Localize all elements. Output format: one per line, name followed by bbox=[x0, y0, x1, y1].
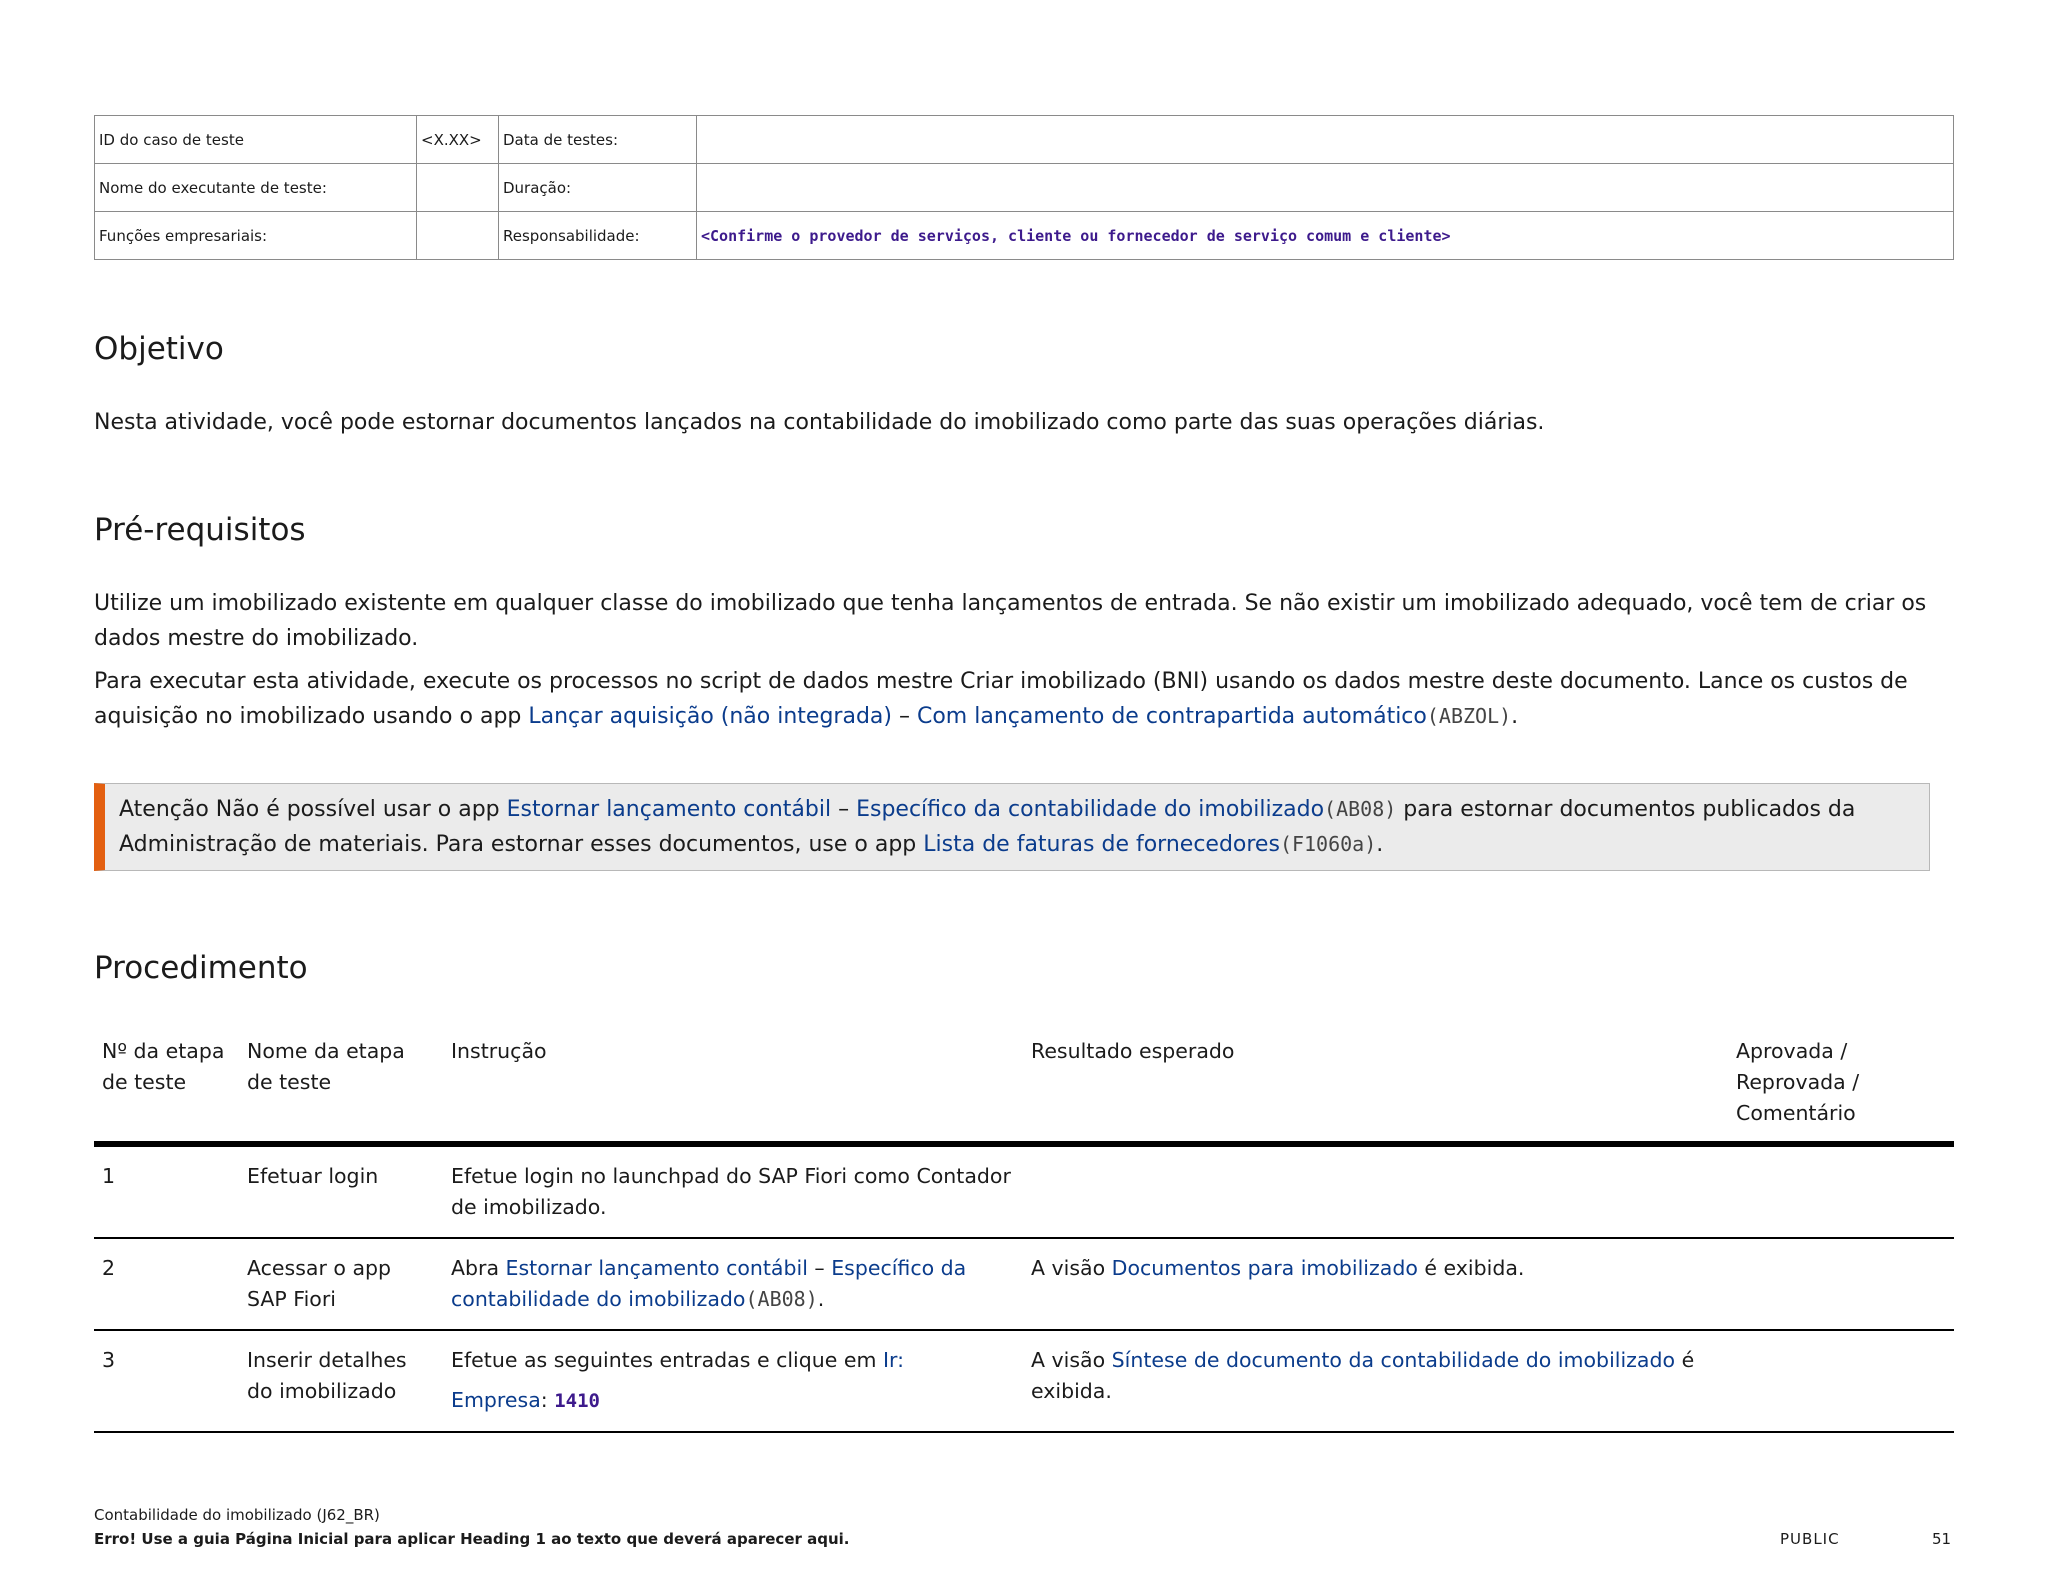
step-number: 2 bbox=[94, 1238, 239, 1330]
app-code: (F1060a) bbox=[1279, 832, 1377, 856]
app-link[interactable]: Lançar aquisição (não integrada) bbox=[528, 704, 892, 729]
column-header: Resultado esperado bbox=[1023, 1030, 1728, 1144]
punctuation: . bbox=[1511, 704, 1519, 729]
app-code: (AB08) bbox=[1324, 797, 1397, 821]
info-row bbox=[95, 164, 1954, 212]
result-text: A visão bbox=[1031, 1348, 1112, 1372]
instruction-text: Efetue as seguintes entradas e clique em bbox=[451, 1348, 883, 1372]
column-header: Aprovada / Reprovada / Comentário bbox=[1728, 1030, 1954, 1144]
section-heading-objetivo: Objetivo bbox=[94, 331, 224, 367]
info-value[interactable]: <X.XX> bbox=[417, 116, 499, 164]
info-row bbox=[95, 116, 1954, 164]
info-label: Data de testes: bbox=[499, 116, 697, 164]
info-label: Funções empresariais: bbox=[95, 212, 417, 260]
info-value[interactable] bbox=[697, 116, 1954, 164]
step-name: Acessar o app SAP Fiori bbox=[239, 1238, 443, 1330]
punctuation: : bbox=[540, 1388, 555, 1412]
section-heading-procedimento: Procedimento bbox=[94, 950, 308, 986]
prerequisitos-paragraph-2 bbox=[94, 664, 1954, 734]
info-label: Nome do executante de teste: bbox=[95, 164, 417, 212]
note-text: para estornar documentos publicados da Administração de materiais. Para estornar esses documentos, use o app bbox=[119, 797, 1856, 857]
column-header: Nome da etapa de teste bbox=[239, 1030, 443, 1144]
app-link[interactable]: Estornar lançamento contábil bbox=[506, 797, 832, 822]
info-value[interactable] bbox=[417, 212, 499, 260]
separator: – bbox=[831, 797, 857, 822]
info-value[interactable]: <Confirme o provedor de serviços, cliente ou fornecedor de serviço comum e cliente> bbox=[697, 212, 1954, 260]
note-text: Atenção Não é possível usar o app bbox=[119, 797, 507, 822]
table-row bbox=[94, 1144, 1954, 1238]
info-value[interactable] bbox=[417, 164, 499, 212]
field-label: Empresa bbox=[451, 1388, 541, 1412]
step-comment[interactable] bbox=[1728, 1330, 1954, 1432]
objetivo-text: Nesta atividade, você pode estornar documentos lançados na contabilidade do imobilizado como parte das suas operações diárias. bbox=[94, 410, 1545, 435]
field-entry bbox=[451, 1385, 1015, 1417]
step-instruction: Efetue login no launchpad do SAP Fiori como Contador de imobilizado. bbox=[443, 1144, 1023, 1238]
info-label: ID do caso de teste bbox=[95, 116, 417, 164]
footer-classification: PUBLIC bbox=[1780, 1530, 1840, 1548]
step-result bbox=[1023, 1330, 1728, 1432]
step-number: 1 bbox=[94, 1144, 239, 1238]
info-value[interactable] bbox=[697, 164, 1954, 212]
step-comment[interactable] bbox=[1728, 1238, 1954, 1330]
punctuation: . bbox=[1376, 832, 1384, 857]
procedure-header-row bbox=[94, 1030, 1954, 1144]
column-header: Instrução bbox=[443, 1030, 1023, 1144]
info-row bbox=[95, 212, 1954, 260]
punctuation: : bbox=[897, 1348, 905, 1372]
app-code: (AB08) bbox=[745, 1287, 818, 1311]
result-text: é exibida. bbox=[1031, 1348, 1695, 1403]
field-value: 1410 bbox=[554, 1390, 600, 1412]
app-link[interactable]: Lista de faturas de fornecedores bbox=[923, 832, 1280, 857]
step-instruction bbox=[443, 1238, 1023, 1330]
table-row bbox=[94, 1330, 1954, 1432]
test-case-info-table bbox=[94, 115, 1954, 260]
punctuation: . bbox=[817, 1287, 825, 1311]
result-text: A visão bbox=[1031, 1256, 1112, 1280]
app-link[interactable]: Específico da contabilidade do imobilizado bbox=[451, 1256, 967, 1311]
paragraph-text: Para executar esta atividade, execute os processos no script de dados mestre Criar imobilizado (BNI) usando os dados mestre deste documento. Lance os custos de aquisição no imobilizado usando o app bbox=[94, 669, 1908, 729]
separator: – bbox=[807, 1256, 832, 1280]
step-result bbox=[1023, 1144, 1728, 1238]
procedure-table bbox=[94, 1030, 1954, 1433]
app-link[interactable]: Com lançamento de contrapartida automático bbox=[916, 704, 1427, 729]
attention-note bbox=[94, 783, 1930, 871]
step-name: Inserir detalhes do imobilizado bbox=[239, 1330, 443, 1432]
table-row bbox=[94, 1238, 1954, 1330]
step-comment[interactable] bbox=[1728, 1144, 1954, 1238]
footer-document-title: Contabilidade do imobilizado (J62_BR) bbox=[94, 1506, 380, 1524]
step-number: 3 bbox=[94, 1330, 239, 1432]
footer-error-text: Erro! Use a guia Página Inicial para aplicar Heading 1 ao texto que deverá aparecer aqui. bbox=[94, 1530, 850, 1548]
app-link[interactable]: Específico da contabilidade do imobilizado bbox=[856, 797, 1325, 822]
app-code: (ABZOL) bbox=[1426, 704, 1512, 728]
step-result bbox=[1023, 1238, 1728, 1330]
step-name: Efetuar login bbox=[239, 1144, 443, 1238]
info-label: Responsabilidade: bbox=[499, 212, 697, 260]
result-text: é exibida. bbox=[1417, 1256, 1525, 1280]
go-link[interactable]: Ir bbox=[882, 1348, 898, 1372]
info-label: Duração: bbox=[499, 164, 697, 212]
page-number: 51 bbox=[1932, 1530, 1952, 1548]
instruction-text: Abra bbox=[451, 1256, 506, 1280]
column-header: Nº da etapa de teste bbox=[94, 1030, 239, 1144]
step-instruction bbox=[443, 1330, 1023, 1432]
instruction-line bbox=[451, 1345, 1015, 1376]
app-link[interactable]: Estornar lançamento contábil bbox=[505, 1256, 808, 1280]
view-link[interactable]: Síntese de documento da contabilidade do imobilizado bbox=[1111, 1348, 1676, 1372]
view-link[interactable]: Documentos para imobilizado bbox=[1111, 1256, 1418, 1280]
section-heading-prerequisitos: Pré-requisitos bbox=[94, 512, 306, 548]
separator: – bbox=[891, 704, 917, 729]
prerequisitos-paragraph-1: Utilize um imobilizado existente em qualquer classe do imobilizado que tenha lançamentos de entrada. Se não existir um imobilizado adequado, você tem de criar os dados mestre do imobilizado. bbox=[94, 591, 1927, 651]
